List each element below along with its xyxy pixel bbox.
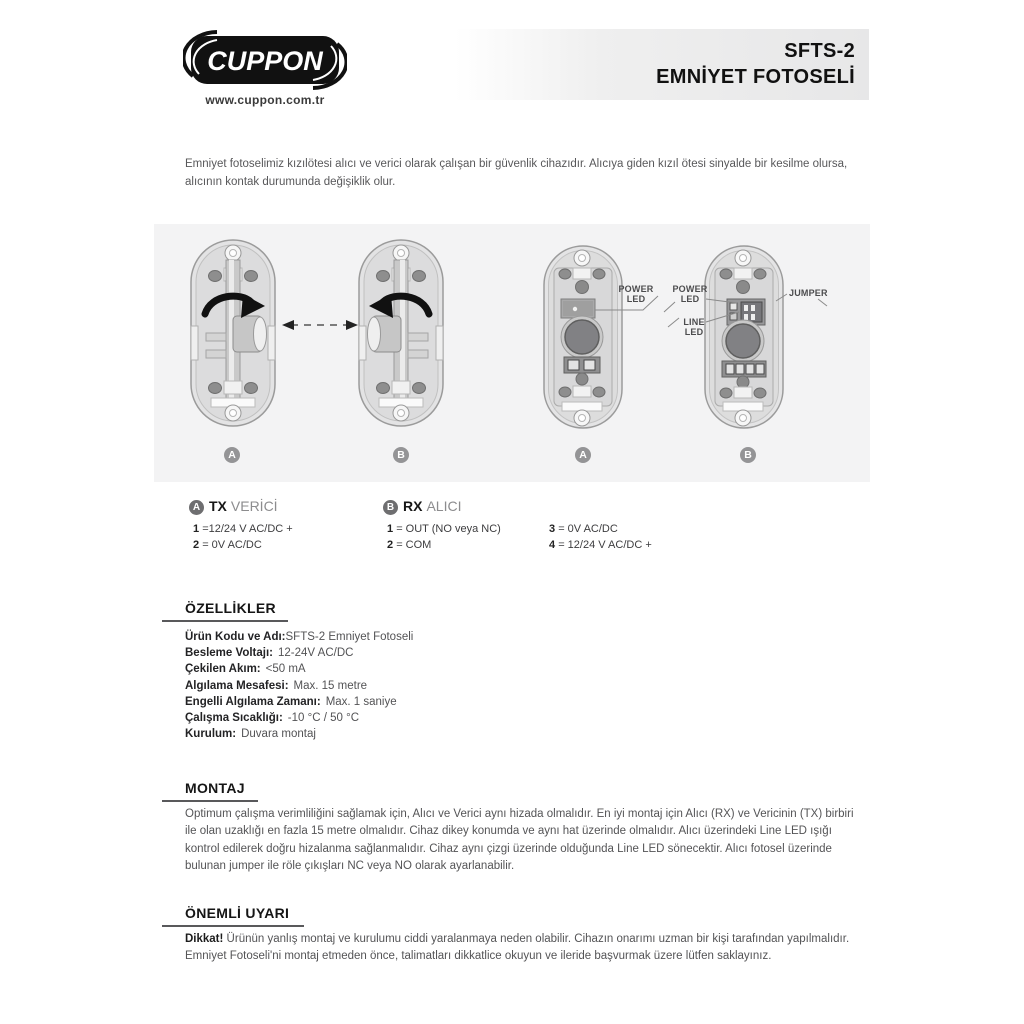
tx-code: TX [209, 498, 227, 514]
device-badge-a2: A [575, 447, 591, 463]
rx-code: RX [403, 498, 423, 514]
cuppon-logo-icon [183, 30, 347, 92]
feature-row: Çekilen Akım: <50 mA [185, 663, 306, 676]
svg-text:CUPPON: CUPPON [207, 46, 323, 76]
rx-pin-3: 3 = 0V AC/DC [549, 523, 618, 535]
tx-pin-2: 2 = 0V AC/DC [193, 538, 262, 551]
product-title-block [455, 29, 869, 100]
features-list [185, 629, 413, 742]
rx-pin-4: 4 = 12/24 V AC/DC + [549, 538, 652, 551]
line-led-label-b: LINE LED [683, 317, 705, 337]
power-led-dot [730, 303, 737, 310]
warning-lead: Dikkat! [185, 933, 224, 945]
features-heading: ÖZELLİKLER [162, 600, 288, 622]
tx-title [189, 498, 278, 515]
feature-row: Çalışma Sıcaklığı: -10 °C / 50 °C [185, 712, 359, 725]
feature-row: Engelli Algılama Zamanı: Max. 1 saniye [185, 695, 397, 708]
device-front-view-a-illustration [542, 244, 624, 430]
product-code: SFTS-2 [784, 40, 855, 62]
tx-badge: A [189, 500, 204, 515]
feature-row: Kurulum: Duvara montaj [185, 728, 316, 741]
warning-heading: ÖNEMLİ UYARI [162, 905, 304, 927]
jumper-label-b: JUMPER [789, 288, 828, 298]
rx-badge: B [383, 500, 398, 515]
rx-pin-1: 1 = OUT (NO veya NC) [387, 523, 501, 535]
cuppon-logo [183, 30, 347, 97]
rx-pin-list-col2 [549, 522, 652, 553]
line-led-dot [730, 313, 737, 320]
tx-kind: VERİCİ [230, 498, 278, 514]
rx-kind: ALICI [426, 498, 462, 514]
rx-pin-2: 2 = COM [387, 538, 432, 551]
rx-pin-list-col1 [387, 522, 501, 553]
warning-text: Ürünün yanlış montaj ve kurulumu ciddi yaralanmaya neden olabilir. Cihazın onarımı uzman bir kişi tarafından yapılmalıdır. Emniyet Fotoseli'ni montaj etmeden önce, talimatları dikkatlice okuyun ve ileride başvurmak üzere lütfen saklayınız. [185, 933, 850, 963]
power-led-label-b: POWER LED [672, 284, 708, 304]
feature-row: Besleme Voltajı: 12-24V AC/DC [185, 647, 354, 660]
device-badge-b1: B [393, 447, 409, 463]
feature-row: Ürün Kodu ve Adı:SFTS-2 Emniyet Fotoseli [185, 631, 414, 643]
product-name: EMNİYET FOTOSELİ [656, 66, 855, 88]
montaj-heading: MONTAJ [162, 780, 258, 802]
tx-pin-list [193, 522, 293, 553]
device-badge-b2: B [740, 447, 756, 463]
warning-paragraph [185, 931, 861, 966]
tx-pin-1: 1 =12/24 V AC/DC + [193, 523, 293, 535]
device-front-view-b-illustration [703, 244, 785, 430]
logo-website-url: www.cuppon.com.tr [205, 93, 325, 107]
feature-row: Algılama Mesafesi: Max. 15 metre [185, 679, 368, 692]
power-led-label-a: POWER LED [618, 284, 654, 304]
rx-title [383, 498, 461, 515]
device-side-view-b-illustration [357, 238, 445, 428]
device-side-view-a-illustration [189, 238, 277, 428]
intro-paragraph: Emniyet fotoselimiz kızılötesi alıcı ve verici olarak çalışan bir güvenlik cihazıdır. Alıcıya giden kızıl ötesi sinyalde bir kesilme olursa, alıcının kontak durumunda değişiklik olur. [185, 158, 848, 188]
device-badge-a1: A [224, 447, 240, 463]
montaj-paragraph: Optimum çalışma verimliliğini sağlamak için, Alıcı ve Verici aynı hizada olmalıdır. En iyi montaj için Alıcı (RX) ve Vericinin (TX) birbiri ile olan uzaklığı en fazla 15 metre olmalıdır. Cihaz dikey konumda ve aynı hat üzerinde olmalıdır. Alıcı üzerindeki Line LED ışığı kontrol edilerek doğru hizalanma sağlanmalıdır. Cihaz aynı çizgi üzerinde olduğunda Line LED sönecektir. Alıcı fotosel üzerinde bulunan jumper ile röle çıkışları NC veya NO olarak ayarlanabilir. [185, 808, 854, 872]
